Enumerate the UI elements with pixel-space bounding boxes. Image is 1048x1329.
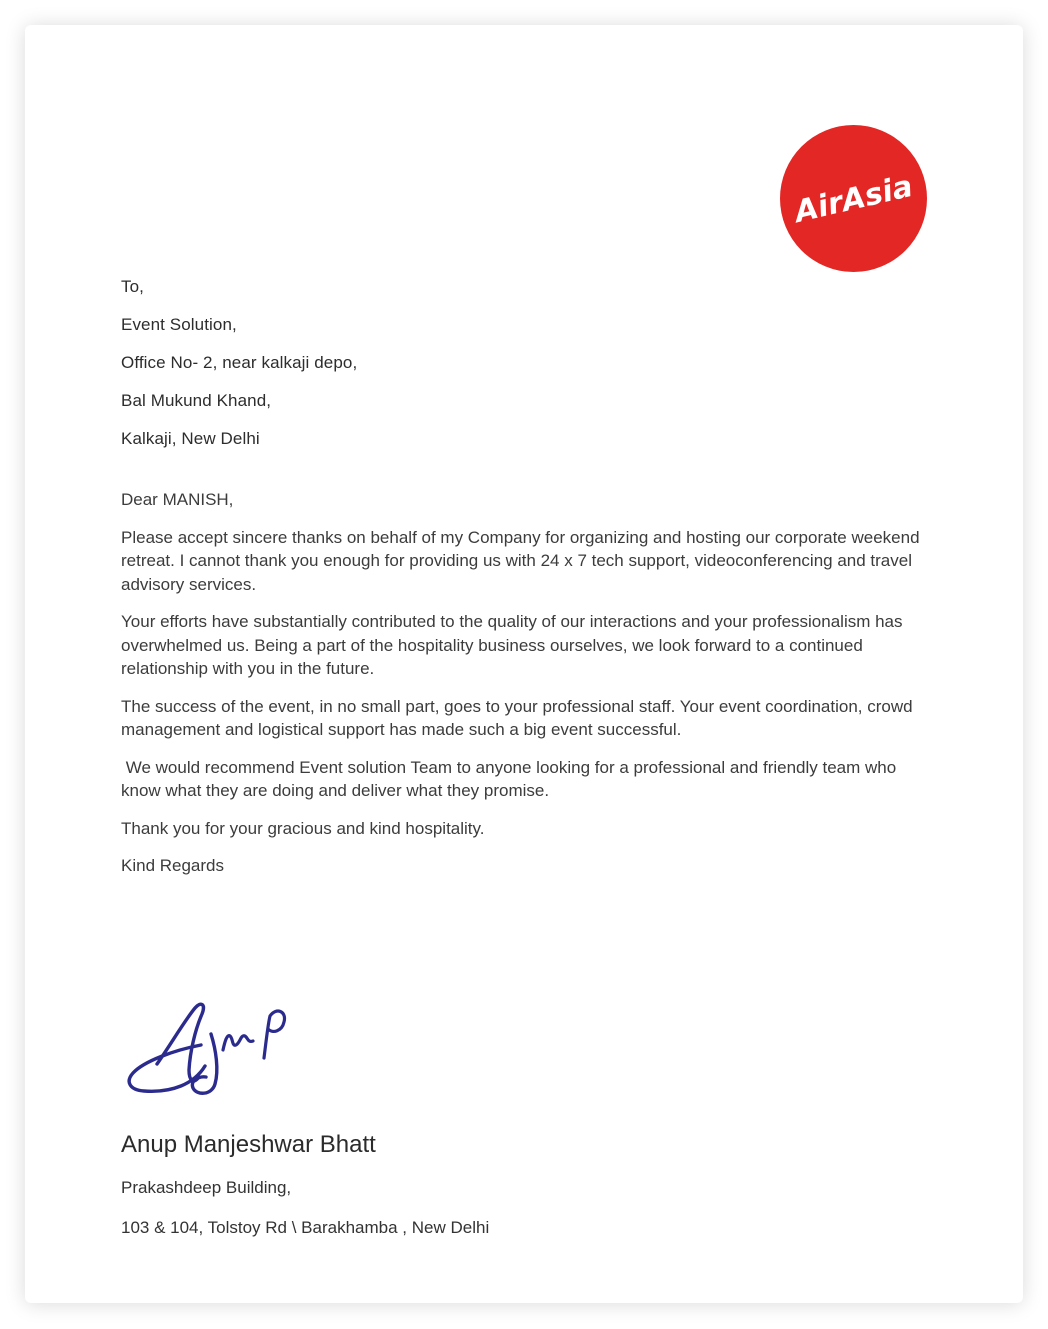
letter-sheet — [25, 25, 1023, 1303]
recipient-line: Office No- 2, near kalkaji depo, — [121, 353, 358, 372]
salutation: Dear MANISH, — [121, 490, 234, 509]
sender-name: Anup Manjeshwar Bhatt — [121, 1130, 376, 1158]
recipient-address — [121, 268, 927, 458]
body-paragraph: Please accept sincere thanks on behalf of my Company for organizing and hosting our corporate weekend retreat. I cannot thank you enough for providing us with 24 x 7 tech support, videoconferencing and travel advisory services. — [121, 527, 925, 594]
body-paragraph: Your efforts have substantially contributed to the quality of our interactions and your professionalism has overwhelmed us. Being a part of the hospitality business ourselves, we look forward to a continued relationship with you in the future. — [121, 612, 908, 678]
handwritten-signature — [127, 996, 339, 1098]
letter-body — [121, 526, 927, 878]
signature-stroke — [264, 1011, 285, 1058]
body-paragraph: The success of the event, in no small part, goes to your professional staff. Your event coordination, crowd management and logistical support has made such a big event successful. — [121, 696, 918, 739]
recipient-line: Bal Mukund Khand, — [121, 391, 272, 410]
airasia-logo — [780, 125, 927, 272]
recipient-line: Event Solution, — [121, 315, 237, 334]
letter-header — [121, 25, 927, 272]
signature-stroke — [157, 1004, 203, 1081]
sender-address-line: 103 & 104, Tolstoy Rd \ Barakhamba , New Delhi — [121, 1217, 490, 1237]
sender-address-line: Prakashdeep Building, — [121, 1177, 292, 1197]
logo-wordmark: AirAsia — [791, 168, 917, 231]
signature-stroke — [223, 1035, 253, 1049]
body-paragraph: We would recommend Event solution Team to anyone looking for a professional and friendly team who know what they are doing and deliver what they promise. — [121, 757, 901, 800]
body-paragraph: Thank you for your gracious and kind hospitality. — [121, 818, 485, 838]
closing: Kind Regards — [121, 856, 225, 875]
signature-stroke — [192, 1034, 216, 1093]
recipient-line: Kalkaji, New Delhi — [121, 429, 260, 448]
signature-block — [127, 996, 339, 1098]
recipient-line: To, — [121, 277, 144, 296]
